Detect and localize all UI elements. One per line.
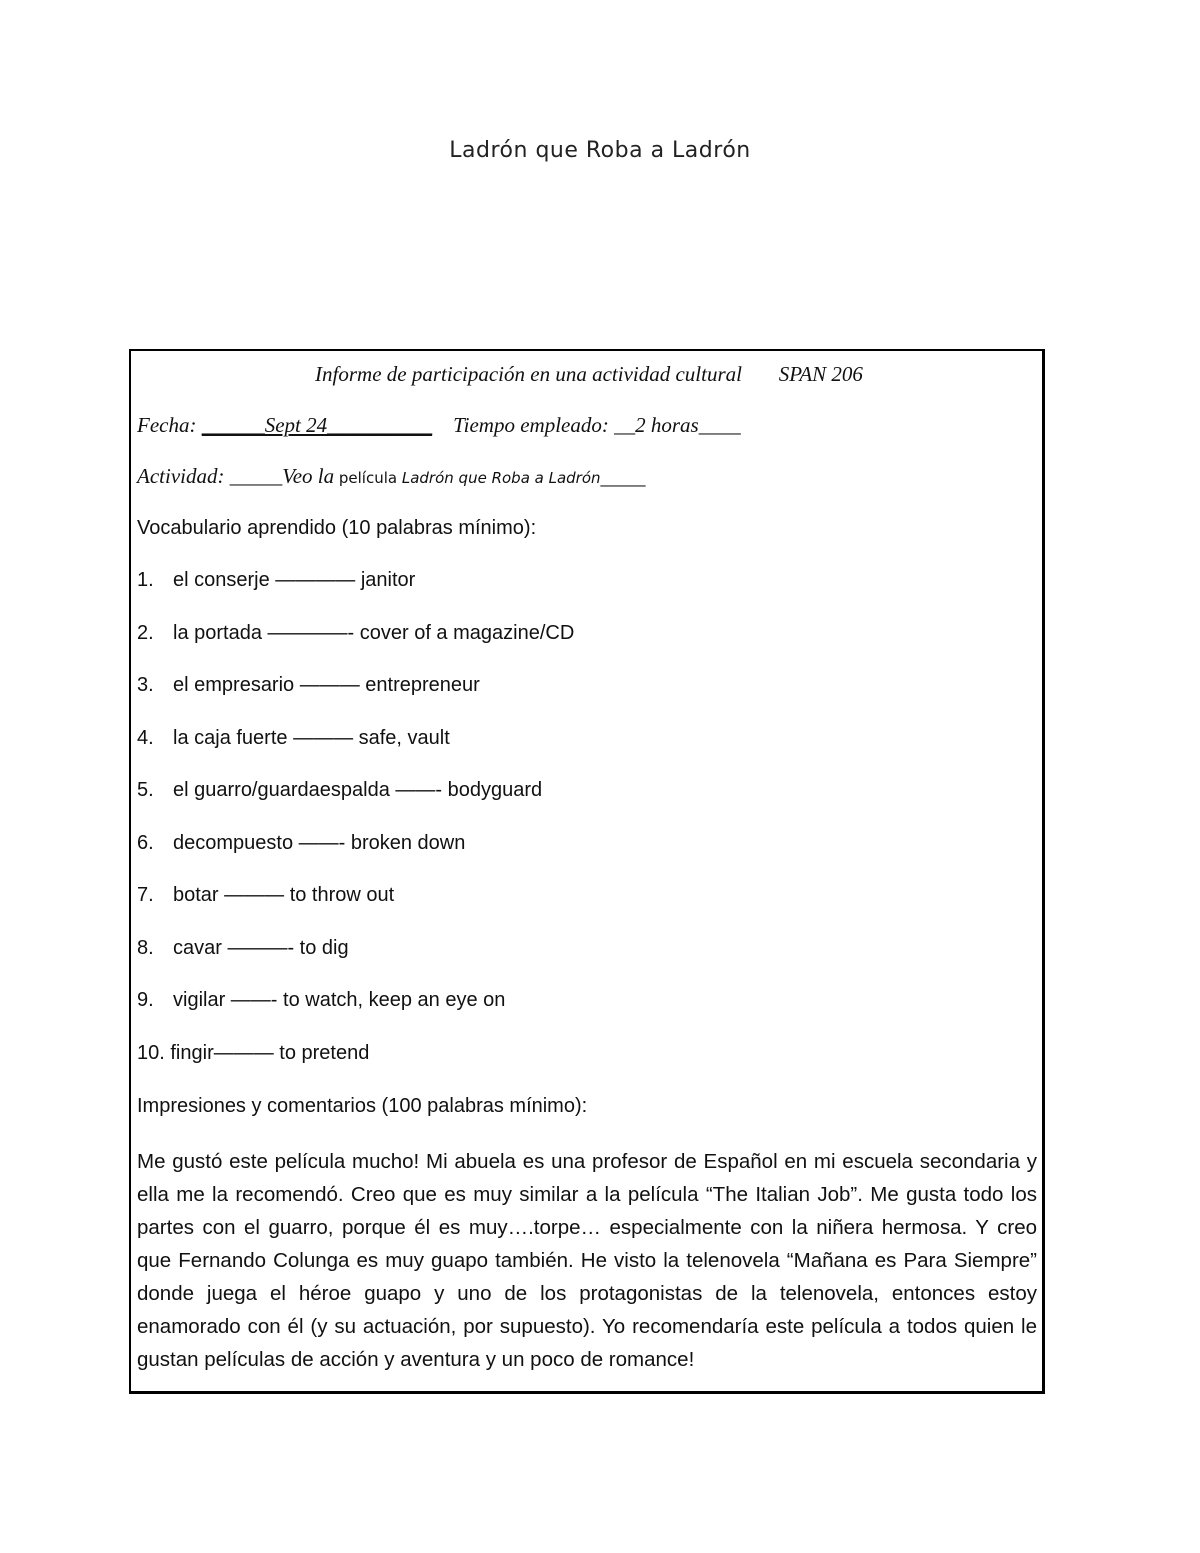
actividad-suffix: ______ [600, 469, 646, 487]
vocab-item [137, 882, 574, 935]
vocab-number: 9. [137, 989, 154, 1011]
vocab-item [137, 935, 574, 988]
vocab-text: decompuesto ——- broken down [173, 831, 466, 854]
actividad-prefix: _____Veo la [229, 464, 335, 488]
vocab-item [137, 830, 574, 883]
tiempo-label: Tiempo empleado: [453, 413, 609, 437]
form-heading [0, 361, 1178, 387]
vocab-number: 8. [137, 936, 154, 959]
vocab-item [137, 567, 574, 620]
vocab-number: 10. [137, 1041, 165, 1064]
vocab-number: 3. [137, 674, 154, 696]
vocab-item [137, 1040, 574, 1093]
actividad-pelicula: película [334, 469, 402, 487]
vocab-number: 5. [137, 779, 154, 801]
fecha-value: ______Sept 24__________ [201, 413, 433, 437]
actividad-film-title: Ladrón que Roba a Ladrón [401, 469, 601, 487]
vocab-text: vigilar ——- to watch, keep an eye on [173, 989, 506, 1011]
fecha-label: Fecha: [137, 413, 197, 437]
vocab-item [137, 987, 574, 1040]
vocab-number: 2. [137, 621, 154, 644]
vocab-number: 1. [137, 569, 154, 591]
tiempo-value: __2 horas____ [614, 413, 741, 437]
vocab-text: fingir——— to pretend [170, 1041, 370, 1064]
vocab-list [137, 567, 574, 1092]
vocab-text: la portada ————- cover of a magazine/CD [173, 621, 575, 644]
comments-paragraph: Me gustó este película mucho! Mi abuela es una profesor de Español en mi escuela secondaria y ella me la recomendó. Creo que es muy similar a la película “The Italian Job”. Me gusta todo los partes con el guarro, porque él es muy….torpe… especialmente con la niñera hermosa. Y creo que Fernando Colunga es muy guapo también. He visto la telenovela “Mañana es Para Siempre” donde juega el héroe guapo y uno de los protagonistas de la telenovela, entonces estoy enamorado con él (y su actuación, por supuesto). Yo recomendaría este película a todos quien le gustan películas de acción y aventura y un poco de romance! [137, 1150, 1037, 1371]
vocab-item [137, 672, 574, 725]
document-title: Ladrón que Roba a Ladrón [449, 138, 751, 163]
vocab-number: 6. [137, 831, 154, 854]
vocab-number: 7. [137, 884, 154, 906]
fecha-line [137, 412, 741, 438]
vocab-item [137, 777, 574, 830]
vocab-item [137, 620, 574, 673]
vocab-text: cavar ———- to dig [173, 936, 349, 959]
actividad-label: Actividad: [137, 464, 225, 488]
form-heading-text: Informe de participación en una actividad cultural [315, 362, 742, 386]
vocab-heading: Vocabulario aprendido (10 palabras mínimo): [137, 517, 537, 539]
course-code: SPAN 206 [778, 362, 863, 386]
vocab-text: la caja fuerte ——— safe, vault [173, 726, 450, 749]
vocab-text: el empresario ——— entrepreneur [173, 674, 480, 696]
vocab-text: el conserje ———— janitor [173, 569, 416, 591]
vocab-text: botar ——— to throw out [173, 884, 395, 906]
actividad-line [137, 463, 646, 491]
vocab-text: el guarro/guardaespalda ——- bodyguard [173, 779, 543, 801]
vocab-number: 4. [137, 726, 154, 749]
comments-heading: Impresiones y comentarios (100 palabras mínimo): [137, 1095, 588, 1117]
vocab-item [137, 725, 574, 778]
